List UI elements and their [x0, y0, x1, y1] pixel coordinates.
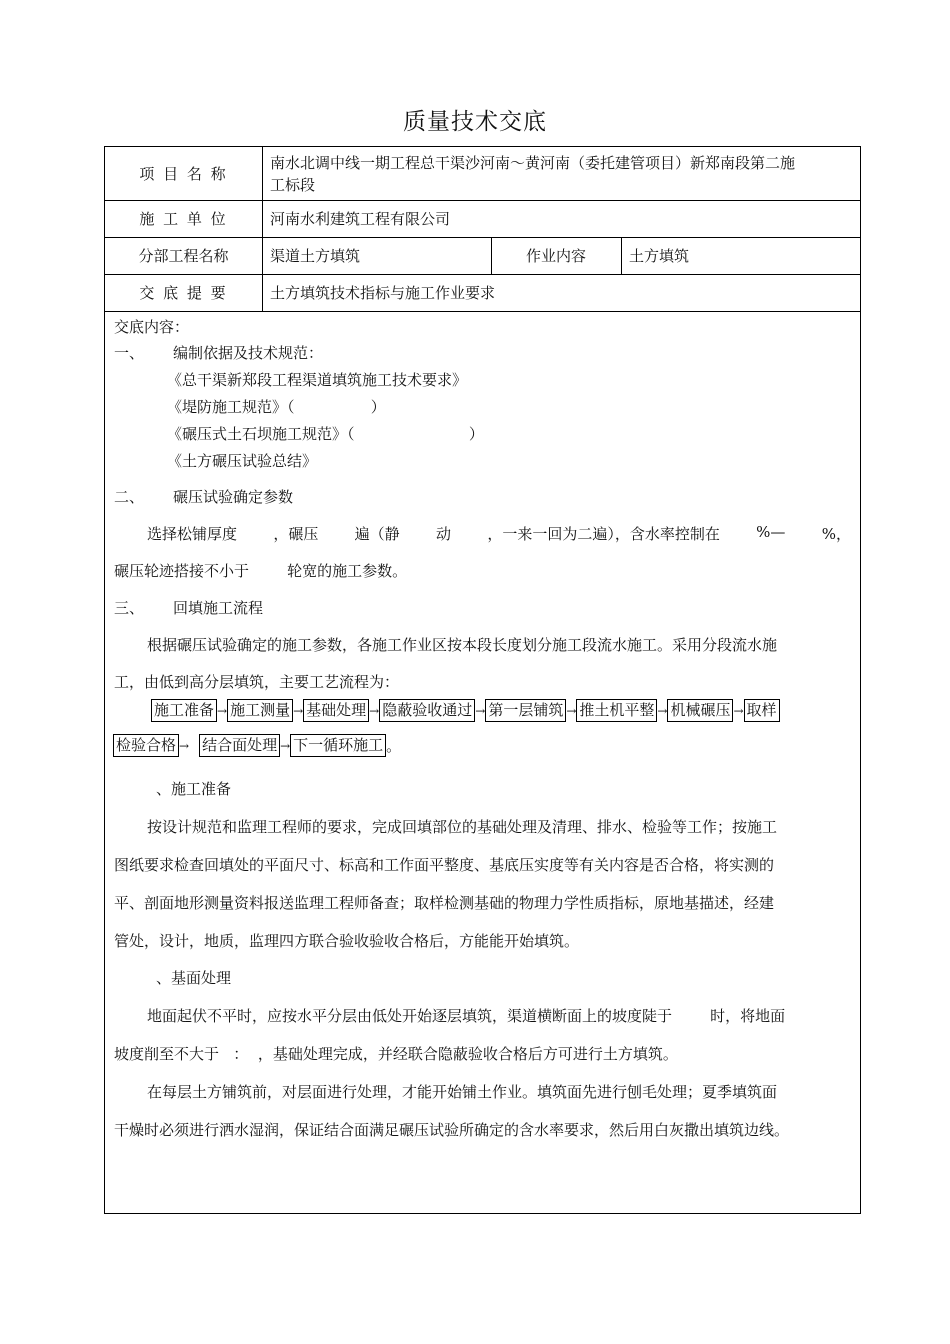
- process-flow-row2: [113, 734, 401, 757]
- work-content-label: 作业内容: [525, 247, 586, 265]
- arrow-right-icon: →: [179, 738, 190, 753]
- arrow-right-icon: →: [657, 703, 668, 718]
- preparation-para-line2: 图纸要求检查回填处的平面尺寸、标高和工作面平整度、基底压实度等有关内容是否合格，将实测的: [114, 856, 775, 874]
- section-3-number: 三、: [114, 599, 145, 617]
- base-para-line2: 坡度削至不大于 ： ，基础处理完成，并经联合隐蔽验收合格后方可进行土方填筑。: [114, 1045, 678, 1063]
- section-2-number: 二、: [114, 488, 145, 506]
- param-part: ，碾压: [273, 525, 319, 543]
- param-part: 动: [435, 525, 451, 543]
- section-1-number: 一、: [114, 344, 145, 362]
- project-row: [105, 147, 860, 201]
- layer-para-line1: 在每层土方铺筑前，对层面进行处理，才能开始铺土作业。填筑面先进行刨毛处理；夏季填筑面: [147, 1083, 778, 1101]
- backfill-para-line2: 工，由低到高分层填筑，主要工艺流程为：: [114, 673, 400, 691]
- arrow-right-icon: →: [475, 703, 486, 718]
- section-2-title: 碾压试验确定参数: [173, 488, 294, 506]
- subproject-value: 渠道土方填筑: [270, 247, 361, 265]
- backfill-para-line1: 根据碾压试验确定的施工参数，各施工作业区按本段长度划分施工段流水施工。采用分段流水施: [147, 636, 778, 654]
- arrow-right-icon: →: [733, 703, 744, 718]
- section-1-title: 编制依据及技术规范：: [173, 344, 324, 362]
- unit-row: [105, 200, 860, 238]
- compaction-params-line1: [147, 523, 851, 544]
- flow-step: 下一循环施工: [290, 734, 386, 757]
- param-part: 遍（静: [354, 525, 400, 543]
- preparation-para-line3: 平、剖面地形测量资料报送监理工程师备查；取样检测基础的物理力学性质指标，原地基描述，经建: [114, 894, 775, 912]
- flow-step: 机械碾压: [667, 699, 733, 722]
- section-3-title: 回填施工流程: [173, 599, 264, 617]
- param-part: %—: [756, 523, 786, 541]
- disclosure-form: [104, 146, 861, 1214]
- flow-step: 基础处理: [303, 699, 369, 722]
- arrow-right-icon: →: [280, 738, 291, 753]
- arrow-right-icon: →: [369, 703, 380, 718]
- document-title: 质量技术交底: [403, 109, 547, 135]
- arrow-right-icon: →: [566, 703, 577, 718]
- unit-label: 施 工 单 位: [139, 210, 228, 228]
- layer-para-line2: 干燥时必须进行洒水湿润，保证结合面满足碾压试验所确定的含水率要求，然后用白灰撒出填筑边线。: [114, 1121, 790, 1139]
- base-para-line1: 地面起伏不平时，应按水平分层由低处开始逐层填筑，渠道横断面上的坡度陡于 时，将地面: [147, 1007, 786, 1025]
- summary-row: [105, 274, 860, 312]
- subsection-preparation-title: 、施工准备: [156, 780, 232, 798]
- subproject-label: 分部工程名称: [138, 247, 229, 265]
- arrow-right-icon: →: [293, 703, 304, 718]
- process-flow-row1: [151, 699, 780, 722]
- reference-2: 《堤防施工规范》（ ）: [167, 398, 386, 416]
- reference-4: 《土方碾压试验总结》: [167, 452, 318, 470]
- reference-1: 《总干渠新郑段工程渠道填筑施工技术要求》: [167, 371, 468, 389]
- flow-step: 检验合格: [113, 734, 179, 757]
- summary-value: 土方填筑技术指标与施工作业要求: [270, 284, 496, 302]
- preparation-para-line1: 按设计规范和监理工程师的要求，完成回填部位的基础处理及清理、排水、检验等工作；按施工: [147, 818, 778, 836]
- param-part: ，一来一回为二遍），含水率控制在: [487, 525, 720, 543]
- summary-label: 交 底 提 要: [139, 284, 228, 302]
- unit-value: 河南水利建筑工程有限公司: [270, 210, 451, 228]
- project-value: [270, 152, 795, 196]
- reference-3: 《碾压式土石坝施工规范》（ ）: [167, 425, 484, 443]
- flow-end: 。: [386, 737, 402, 755]
- flow-step: 推土机平整: [576, 699, 657, 722]
- subproject-row: [105, 237, 860, 275]
- flow-step: 取样: [744, 699, 780, 722]
- flow-step: 结合面处理: [199, 734, 280, 757]
- flow-step: 施工准备: [151, 699, 217, 722]
- param-part: 选择松铺厚度: [147, 525, 238, 543]
- flow-step: 施工测量: [227, 699, 293, 722]
- arrow-right-icon: →: [217, 703, 228, 718]
- preparation-para-line4: 管处，设计，地质，监理四方联合验收验收合格后，方能能开始填筑。: [114, 932, 580, 950]
- project-value-line2: 工标段: [270, 176, 316, 194]
- work-content-value: 土方填筑: [629, 247, 690, 265]
- flow-step: 隐蔽验收通过: [379, 699, 475, 722]
- param-part: %，: [821, 525, 851, 543]
- content-intro: 交底内容：: [114, 318, 190, 336]
- flow-step: 第一层铺筑: [485, 699, 566, 722]
- subsection-base-title: 、基面处理: [156, 969, 232, 987]
- project-label: 项 目 名 称: [139, 165, 228, 183]
- project-value-line1: 南水北调中线一期工程总干渠沙河南～黄河南（委托建管项目）新郑南段第二施: [270, 154, 796, 172]
- compaction-params-line2: 碾压轮迹搭接不小于 轮宽的施工参数。: [114, 562, 408, 580]
